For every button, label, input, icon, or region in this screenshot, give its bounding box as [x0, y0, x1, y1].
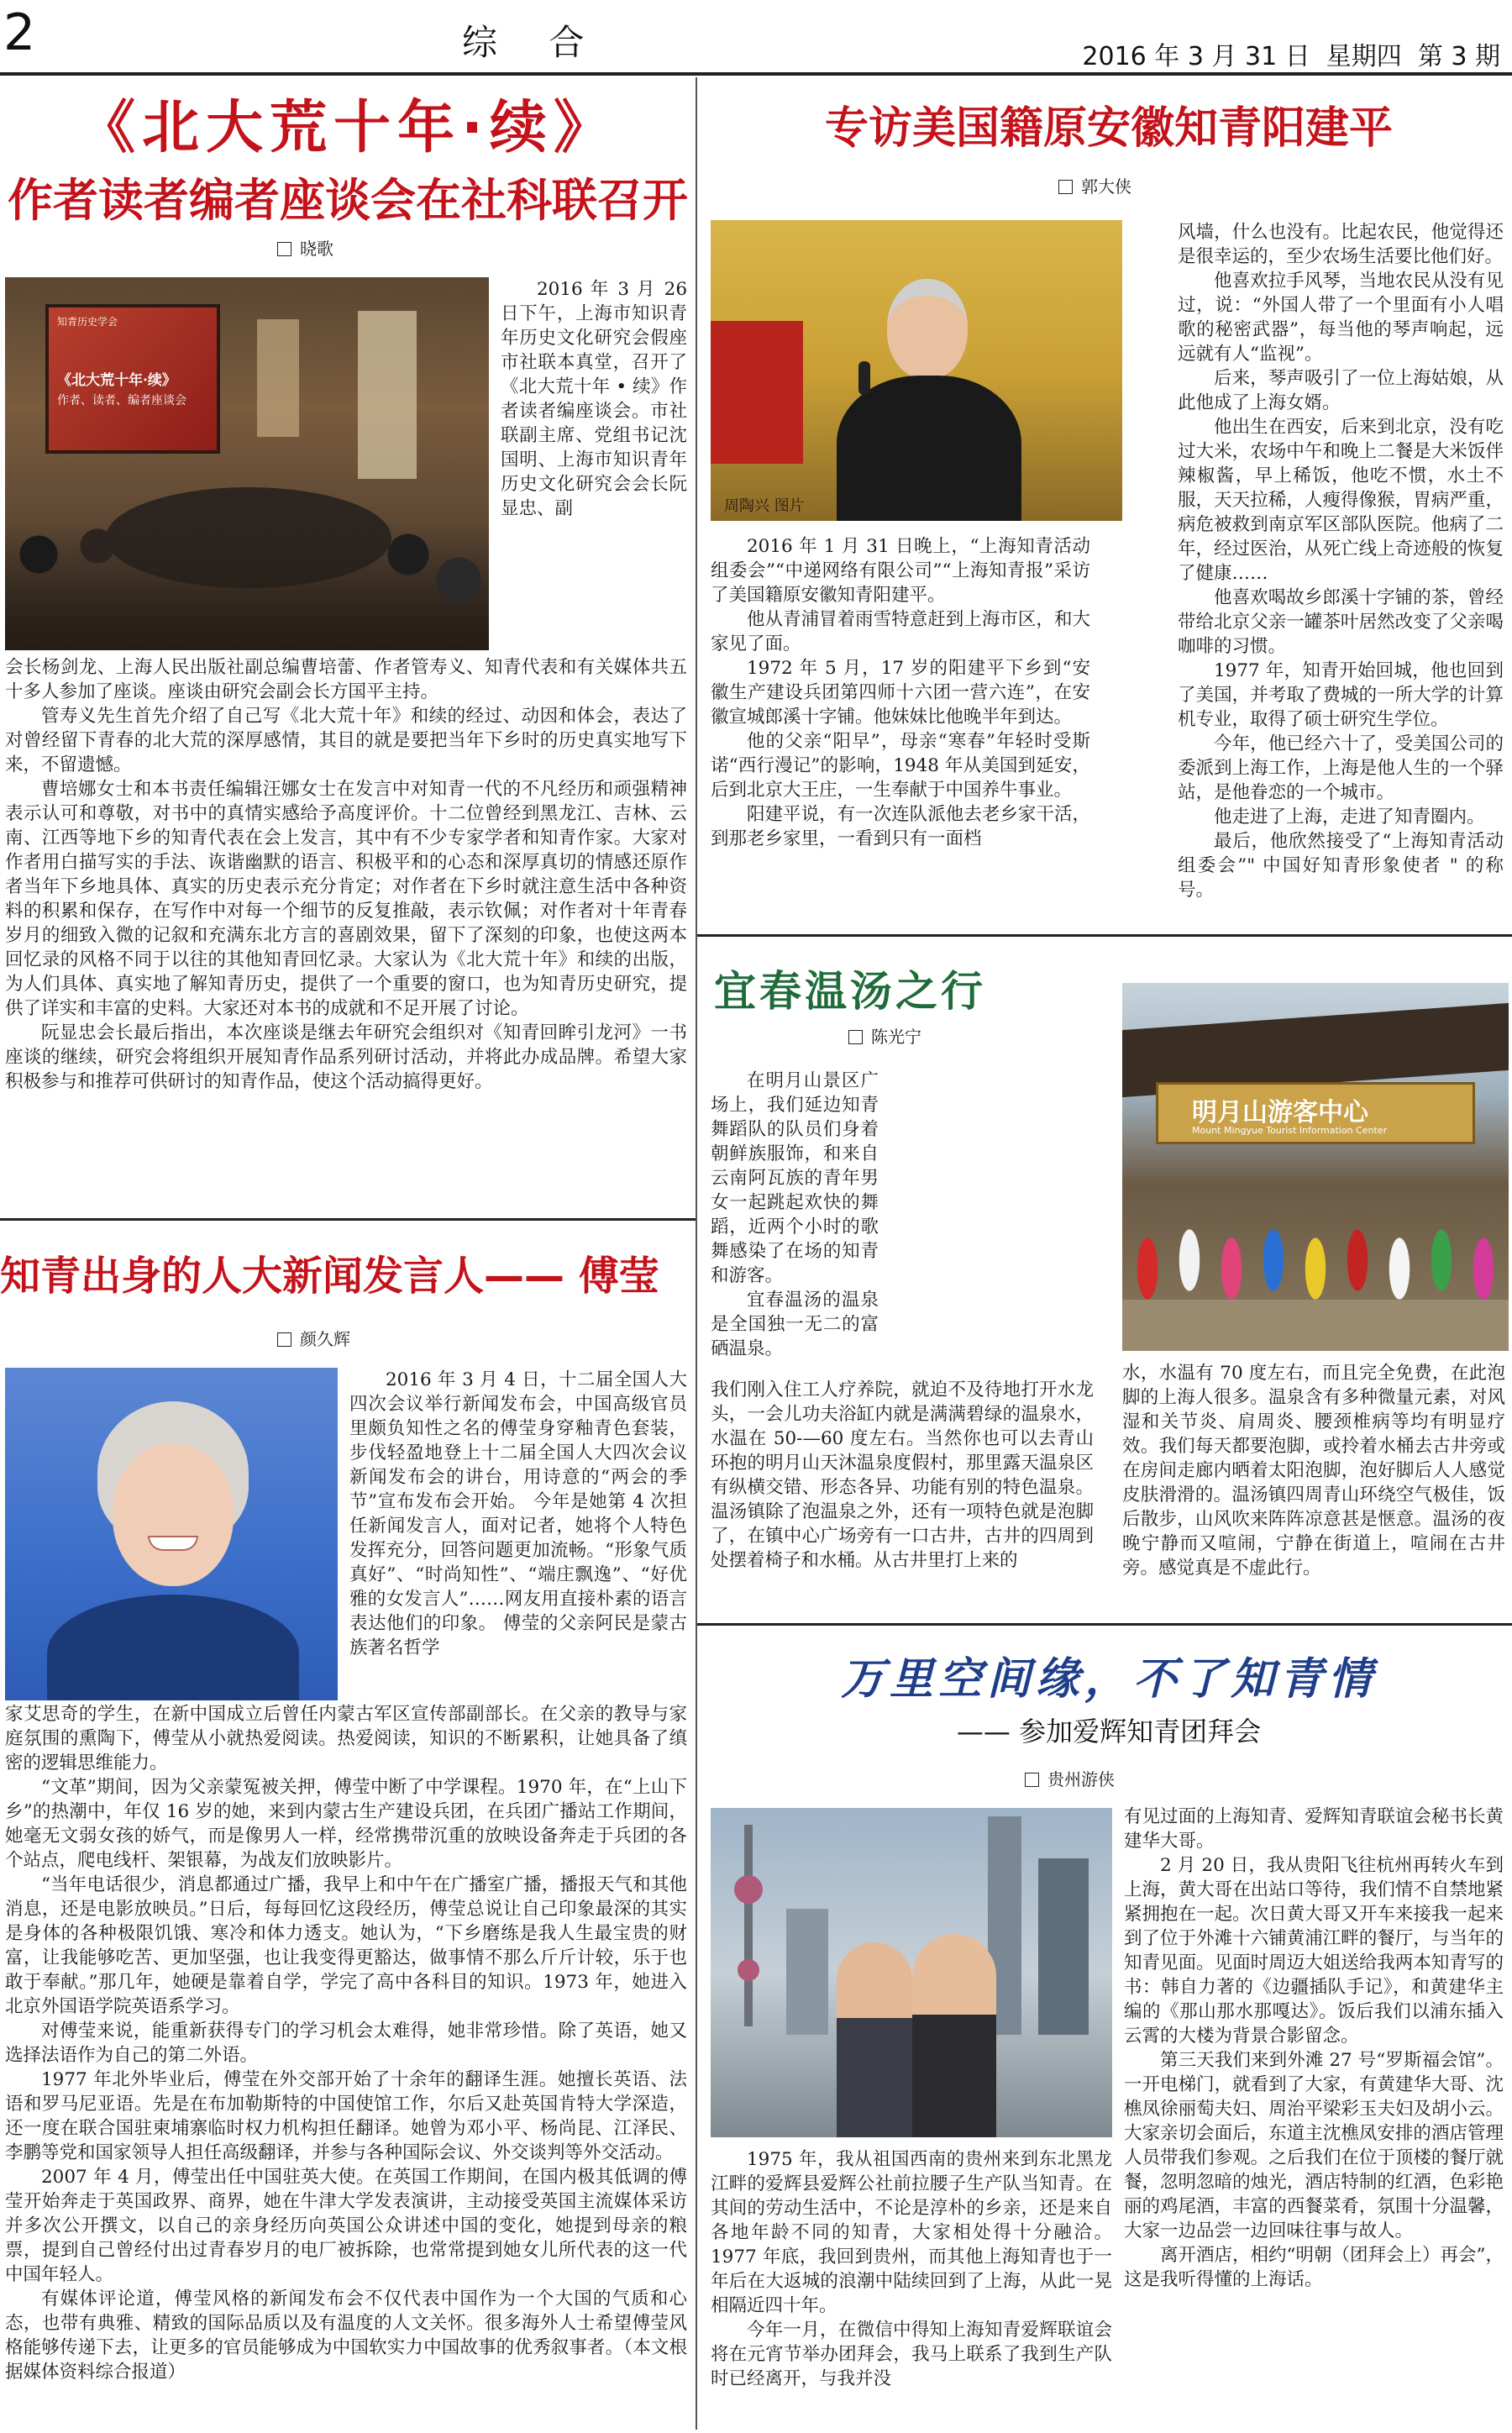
paragraph: 1975 年，我从祖国西南的贵州来到东北黑龙江畔的爱辉县爱辉公社前拉腰子生产队当知青。在其间的劳动生活中，不论是淳朴的乡亲，还是来自各地年龄不同的知青，大家相处得十分融洽。1977 年底，我回到贵州，而其他上海知青也于一年后在大返城的浪潮中陆续回到了上海，从此一晃相隔近四十年。 — [711, 2149, 1112, 2316]
window-light — [257, 319, 299, 437]
paragraph: 今年一月，在微信中得知上海知青爱辉联谊会将在元宵节举办团拜会，我马上联系了我到生产队时已经离开，与我并没 — [711, 2320, 1112, 2389]
window-light — [358, 311, 417, 479]
article4-title: 宜春温汤之行 — [714, 967, 986, 1016]
person-left — [837, 1942, 912, 2137]
page-number: 2 — [3, 3, 36, 62]
meeting-screen — [45, 304, 220, 454]
paragraph: 1972 年 5 月，17 岁的阳建平下乡到“安徽生产建设兵团第四师十六团一营六连”，在安徽宣城郎溪十字铺。他妹妹比他晚半年到达。 — [711, 658, 1090, 728]
article-divider — [697, 934, 1512, 937]
paragraph: “当年电话很少，消息都通过广播，我早上和中午在广播室广播，播报天气和其他消息，还是电影放映员。”日后，每每回忆这段经历，傅莹总说让自己印象最深的其实是身体的各种极限饥饿、寒冷和体力透支。她认为，“下乡磨练是我人生最宝贵的财富，让我能够吃苦、更加坚强，也让我变得更豁达，做事情不那么斤斤计较，乐于也敢于奉献。”那几年，她硬是靠着自学，学完了高中各科目的知识。1973 年，她进入北京外国语学院英语系学习。 — [5, 1874, 687, 2017]
attendees — [5, 521, 489, 650]
article5-byline — [1025, 1766, 1115, 1790]
article5-subtitle: —— 参加爱辉知青团拜会 — [956, 1716, 1262, 1747]
article-divider — [0, 1218, 696, 1221]
paragraph: 他的父亲“阳早”，母亲“寒春”年轻时受斯诺“西行漫记”的影响，1948 年从美国到延安，后到北京大王庄，一生奉献于中国养牛事业。 — [711, 731, 1090, 801]
paragraph: 1977 年北外毕业后，傅莹在外交部开始了十余年的翻译生涯。她擅长英语、法语和罗马尼亚语。先是在布加勒斯特的中国使馆工作，尔后又赴英国肯特大学深造，还一度在联合国驻柬埔寨临时权力机构担任翻译。她曾为邓小平、杨尚昆、江泽民、李鹏等党和国家领导人担任高级翻译，并参与各种国际会议、外交谈判等外交活动。 — [5, 2069, 687, 2163]
center-sign — [1156, 1082, 1475, 1144]
paragraph: 他喜欢喝故乡郎溪十字铺的茶，曾经带给北京父亲一罐茶叶居然改变了父亲喝咖啡的习惯。 — [1178, 587, 1504, 657]
article3-left-col — [711, 534, 1090, 851]
red-banner — [711, 321, 803, 464]
article2-photo — [5, 1368, 338, 1700]
article3-byline — [1058, 173, 1131, 197]
paragraph: 他从青浦冒着雨雪特意赶到上海市区，和大家见了面。 — [711, 609, 1090, 654]
article2-body — [5, 1702, 687, 2384]
speaker-head — [887, 279, 968, 380]
article3-author: 郭大侠 — [1081, 176, 1131, 197]
paragraph: 曹培娜女士和本书责任编辑汪娜女士在发言中对知青一代的不凡经历和顽强精神表示认可和尊敬，对书中的真情实感给予高度评价。十二位曾经到黑龙江、吉林、云南、江西等地下乡的知青代表在会上发言，其中有不少专家学者和知青作家。大家对作者用白描写实的手法、诙谐幽默的语言、积极平和的心态和深厚真切的情感还原作者当年下乡地具体、真实的历史表示充分肯定；对作者在下乡时就注意生活中各种资料的积累和保存，在写作中对每一个细节的反复推敲，表示钦佩；对作者对十年青春岁月的细致入微的记叙和充满东北方言的喜剧效果，留下了深刻的印象，也使这两本回忆录的风格不同于以往的其他知青回忆录。大家认为《北大荒十年》和续的出版，为人们具体、真实地了解知青历史，提供了一个重要的窗口，也为知青历史研究，提供了详实和丰富的史料。大家还对本书的成就和不足开展了讨论。 — [5, 779, 687, 1019]
article1-title: 《北大荒十年·续》 — [78, 95, 617, 161]
paragraph: 2 月 20 日，我从贵阳飞往杭州再转火车到上海，黄大哥在出站口等待，我们情不自禁地紧紧拥抱在一起。次日黄大哥又开车来接我一起来到了位于外滩十六铺黄浦江畔的餐厅，与当年的知青见面。见面时周迈大姐送给我两本知青写的书：韩自力著的《边疆插队手记》，和黄建华主编的《那山那水那嘎达》。饭后我们以浦东插入云霄的大楼为背景合影留念。 — [1124, 1855, 1504, 2047]
group-of-dancers — [1122, 1176, 1509, 1351]
article5-photo — [711, 1808, 1112, 2137]
paragraph: 家艾思奇的学生，在新中国成立后曾任内蒙古军区宣传部副部长。在父亲的教导与家庭氛围的熏陶下，傅莹从小就热爱阅读。热爱阅读，知识的不断累积，让她具备了缜密的逻辑思维能力。 — [5, 1704, 687, 1774]
screen-text-3: 作者、读者、编者座谈会 — [57, 394, 186, 407]
portrait-body — [47, 1595, 299, 1700]
paragraph: 阮显忠会长最后指出，本次座谈是继去年研究会组织对《知青回眸引龙河》一书座谈的继续，研究会将组织开展知青作品系列研讨活动，并将此办成品牌。希望大家积极参与和推荐可供研讨的知青作品，使这个活动搞得更好。 — [5, 1022, 687, 1092]
byline-box-icon — [1058, 180, 1073, 194]
tv-tower-ball — [734, 1875, 763, 1904]
article2-title: 知青出身的人大新闻发言人—— 傅莹 — [0, 1253, 659, 1300]
article4-photo — [1122, 983, 1509, 1351]
masthead-rule — [0, 72, 1512, 76]
article1-byline — [277, 235, 333, 260]
article1-subtitle: 作者读者编者座谈会在社科联召开 — [8, 174, 688, 227]
byline-box-icon — [848, 1030, 863, 1044]
screen-text-2: 《北大荒十年·续》 — [57, 372, 176, 389]
article1-body — [5, 655, 687, 1094]
microphone-icon — [858, 361, 870, 395]
paragraph: 风墙，什么也没有。比起农民，他觉得还是很幸运的，至少农场生活要比他们好。 — [1178, 222, 1504, 267]
article4-left-col — [711, 1069, 879, 1361]
paragraph: 有见过面的上海知青、爱辉知青联谊会秘书长黄建华大哥。 — [1124, 1806, 1504, 1852]
article5-right-col — [1124, 1805, 1504, 2292]
article3-title: 专访美国籍原安徽知青阳建平 — [824, 103, 1393, 154]
paragraph: 对傅莹来说，能重新获得专门的学习机会太难得，她非常珍惜。除了英语，她又选择法语作为自己的第二外语。 — [5, 2020, 687, 2066]
article2-author: 颜久辉 — [300, 1329, 350, 1349]
article4-bottom-left: 我们刚入住工人疗养院，就迫不及待地打开水龙头，一会儿功夫浴缸内就是满满碧绿的温泉水，水温在 50-—60 度左右。当然你也可以去青山环抱的明月山天沐温泉度假村，那里露天温泉区有纵横交错、形态各异、功能有别的特色温泉。温汤镇除了泡温泉之外，还有一项特色就是泡脚了，在镇中心广场旁有一口古井，古井的四周到处摆着椅子和水桶。从古井里打上来的 — [711, 1379, 1094, 1571]
article5-left-col — [711, 2147, 1112, 2391]
article4-bottom-right: 水，水温有 70 度左右，而且完全免费，在此泡脚的上海人很多。温泉含有多种微量元素，对风湿和关节炎、肩周炎、腰颈椎病等均有明显疗效。我们每天都要泡脚，或拎着水桶去古井旁或在房间走廊内晒着太阳泡脚，泡好脚后人人感觉皮肤滑滑的。温汤镇四周青山环绕空气极佳，饭后散步，山风吹来阵阵凉意甚是惬意。温汤的夜晚宁静而又喧闹，宁静在街道上，喧闹在古井旁。感觉真是不虚此行。 — [1122, 1363, 1505, 1579]
paragraph: 1977 年，知青开始回城，他也回到了美国，并考取了费城的一所大学的计算机专业，取得了硕士研究生学位。 — [1178, 660, 1504, 730]
paragraph: 管寿义先生首先介绍了自己写《北大荒十年》和续的经过、动因和体会，表达了对曾经留下青春的北大荒的深厚感情，其目的就是要把当年下乡时的历史真实地写下来，不留遗憾。 — [5, 706, 687, 775]
paragraph: 离开酒店，相约“明朝（团拜会上）再会”，这是我听得懂的上海话。 — [1124, 2245, 1504, 2290]
article2-side-text: 2016 年 3 月 4 日，十二届全国人大四次会议举行新闻发布会，中国高级官员里颇负知性之名的傅莹身穿釉青色套装，步伐轻盈地登上十二届全国人大四次会议新闻发布会的讲台，用诗意的“两会的季节”宣布发布会开始。 今年是她第 4 次担任新闻发言人，面对记者，她将个人特色发挥充分，回答问题更加流畅。“形象气质真好”、“时尚知性”、“端庄飘逸”、“好优雅的女发言人”……网友用直接朴素的语言表达他们的印象。 傅莹的父亲阿民是蒙古族著名哲学 — [349, 1369, 687, 1658]
article1-photo — [5, 277, 489, 650]
paragraph: 最后，他欣然接受了“上海知青活动组委会”" 中国好知青形象使者 " 的称号。 — [1178, 831, 1504, 901]
byline-box-icon — [277, 1332, 291, 1347]
article5-author: 贵州游侠 — [1047, 1769, 1115, 1789]
paragraph: 2007 年 4 月，傅莹出任中国驻英大使。在英国工作期间，在国内极其低调的傅莹开始奔走于英国政界、商界，她在牛津大学发表演讲，主动接受英国主流媒体采访并多次公开撰文，以自己的亲身经历向英国公众讲述中国的变化，她提到母亲的粮票，提到自己曾经付出过青春岁月的电厂被拆除，也常常提到她女儿所代表的这一代中国年轻人。 — [5, 2167, 687, 2285]
article4-author: 陈光宁 — [871, 1027, 921, 1047]
article4-byline — [848, 1023, 921, 1048]
screen-text-1: 知青历史学会 — [57, 316, 118, 328]
paragraph: 会长杨剑龙、上海人民出版社副总编曹培蕾、作者管寿义、知青代表和有关媒体共五十多人参加了座谈。座谈由研究会副会长方国平主持。 — [5, 657, 687, 702]
issue-date: 2016 年 3 月 31 日 星期四 第 3 期 — [1082, 42, 1500, 71]
skyscraper — [786, 1909, 828, 2035]
byline-box-icon — [1025, 1773, 1039, 1787]
paragraph: 后来，琴声吸引了一位上海姑娘，从此他成了上海女婿。 — [1178, 368, 1504, 413]
paragraph: “文革”期间，因为父亲蒙冤被关押，傅莹中断了中学课程。1970 年，在“上山下乡”的热潮中，年仅 16 岁的她，来到内蒙古生产建设兵团，在兵团广播站工作期间，她毫无文弱女孩的娇气，而是像男人一样，经常携带沉重的放映设备奔走于兵团的各个站点，爬电线杆、架银幕，为战友们放映影片。 — [5, 1777, 687, 1871]
article5-title: 万里空间缘，不了知青情 — [840, 1653, 1377, 1705]
paragraph: 阳建平说，有一次连队派他去老乡家干活，到那老乡家里，一看到只有一面档 — [711, 804, 1090, 849]
paragraph: 有媒体评论道，傅莹风格的新闻发布会不仅代表中国作为一个大国的气质和心态，也带有典雅、精致的国际品质以及有温度的人文关怀。很多海外人士希望傅莹风格能够传递下去，让更多的官员能够成为中国软实力中国故事的优秀叙事者。（本文根据媒体资料综合报道） — [5, 2288, 687, 2383]
portrait-smile — [148, 1536, 198, 1551]
paragraph: 在明月山景区广场上，我们延边知青舞蹈队的队员们身着朝鲜族服饰，和来自云南阿瓦族的青年男女一起跳起欢快的舞蹈，近两个小时的歌舞感染了在场的知青和游客。 — [711, 1070, 879, 1286]
article3-right-col — [1178, 220, 1504, 902]
article3-photo — [711, 220, 1122, 521]
paragraph: 他走进了上海，走进了知青圈内。 — [1214, 807, 1485, 828]
article1-author: 晓歌 — [300, 239, 333, 259]
column-divider — [696, 77, 697, 2430]
article2-byline — [277, 1326, 350, 1350]
tv-tower-ball — [738, 1959, 759, 1981]
article1-side-text: 2016 年 3 月 26 日下午，上海市知识青年历史文化研究会假座市社联本真堂，召开了《北大荒十年 • 续》作者读者编座谈会。市社联副主席、党组书记沈国明、上海市知识青年历史文化研究会会长阮显忠、副 — [501, 279, 687, 519]
paragraph: 今年，他已经六十了，受美国公司的委派到上海工作，上海是他人生的一个驿站，是他眷恋的一个城市。 — [1178, 733, 1504, 803]
skyscraper — [1038, 1858, 1089, 2035]
paragraph: 第三天我们来到外滩 27 号“罗斯福会馆”。一开电梯门，就看到了大家，有黄建华大哥、沈樵凤徐丽萄夫妇、周治平梁彩玉夫妇及胡小云。大家亲切会面后，东道主沈樵凤安排的酒店管理人员带我们参观。之后我们在位于顶楼的餐厅就餐，忽明忽暗的烛光，酒店特制的红酒，色彩艳丽的鸡尾酒，丰富的西餐菜肴，氛围十分温馨，大家一边品尝一边回味往事与故人。 — [1124, 2050, 1504, 2241]
paragraph: 他出生在西安，后来到北京，没有吃过大米，农场中午和晚上二餐是大米饭伴辣椒酱，早上稀饭，他吃不惯，水土不服，天天拉稀，人瘦得像猴，胃病严重，病危被救到南京军区部队医院。他病了二年，经过医治，从死亡线上奇迹般的恢复了健康…… — [1178, 417, 1504, 584]
speaker-body — [837, 376, 1021, 521]
sign-text: 明月山游客中心 — [1192, 1098, 1368, 1127]
sign-text-en: Mount Mingyue Tourist Information Center — [1192, 1125, 1388, 1136]
tv-tower — [744, 1825, 753, 2026]
section-title: 综 合 — [462, 22, 605, 63]
paragraph: 宜春温汤的温泉是全国独一无二的富硒温泉。 — [711, 1290, 879, 1359]
article-divider — [697, 1623, 1512, 1626]
paragraph: 他喜欢拉手风琴，当地农民从没有见过，说：“外国人带了一个里面有小人唱歌的秘密武器”，每当他的琴声响起，远远就有人“监视”。 — [1178, 271, 1504, 365]
portrait-face — [113, 1443, 234, 1586]
photo-credit: 周陶兴 图片 — [724, 497, 805, 515]
paragraph: 2016 年 1 月 31 日晚上，“上海知青活动组委会”“中递网络有限公司”“上海知青报”采访了美国籍原安徽知青阳建平。 — [711, 536, 1090, 606]
person-right — [912, 1934, 996, 2137]
byline-box-icon — [277, 242, 291, 256]
